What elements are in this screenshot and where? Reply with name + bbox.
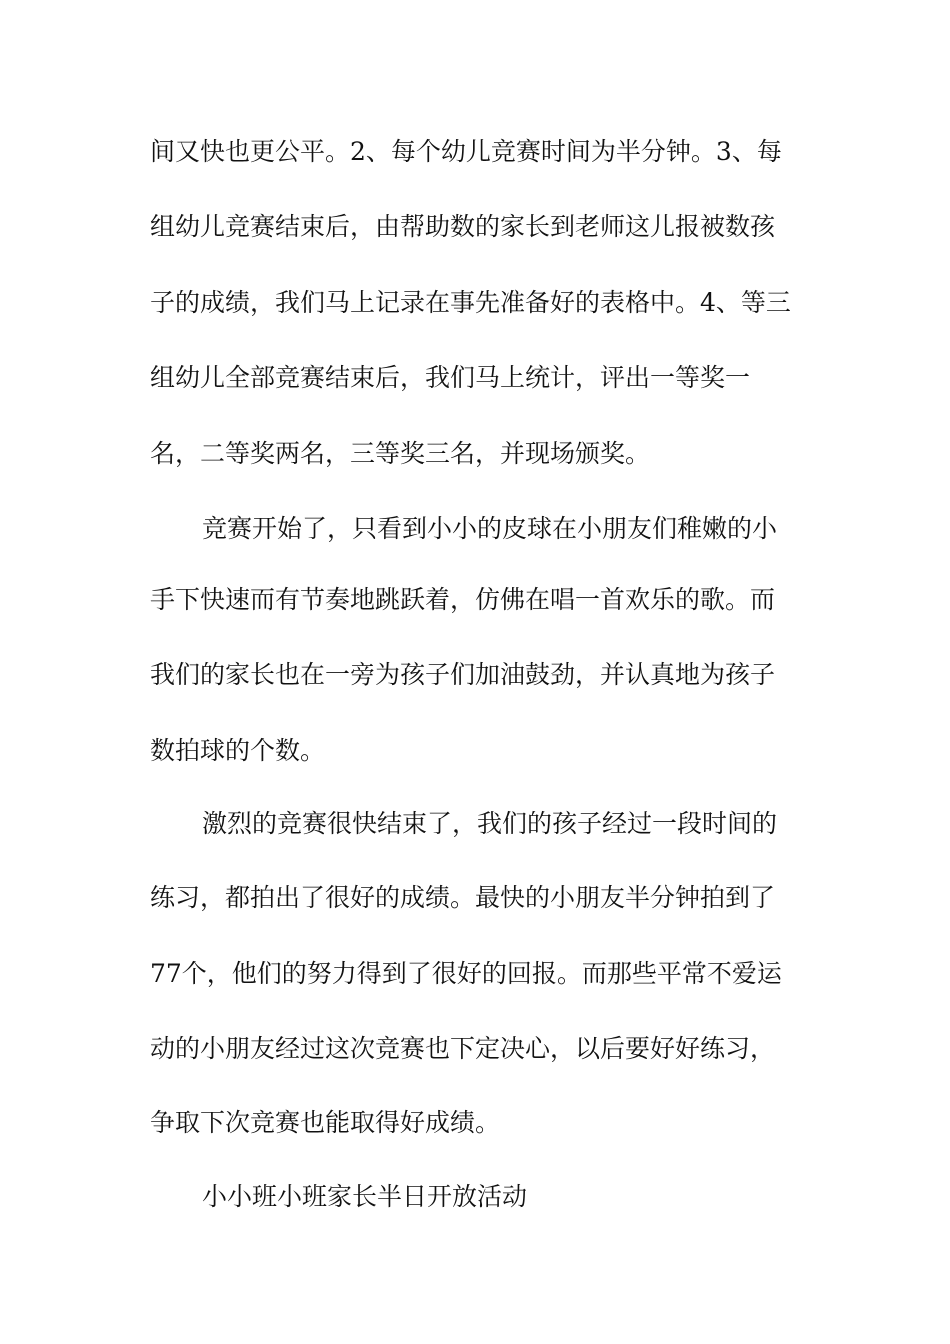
paragraph-line: 77个，他们的努力得到了很好的回报。而那些平常不爱运 xyxy=(150,959,782,988)
paragraph-line: 组幼儿全部竞赛结束后，我们马上统计，评出一等奖一 xyxy=(150,363,751,392)
paragraph-line: 练习，都拍出了很好的成绩。最快的小朋友半分钟拍到了 xyxy=(150,883,776,912)
paragraph-line: 名，二等奖两名，三等奖三名，并现场颁奖。 xyxy=(150,439,651,468)
paragraph-line: 我们的家长也在一旁为孩子们加油鼓劲，并认真地为孩子 xyxy=(150,660,776,689)
paragraph-line: 动的小朋友经过这次竞赛也下定决心，以后要好好练习， xyxy=(150,1034,776,1063)
section-heading: 小小班小班家长半日开放活动 xyxy=(202,1182,528,1211)
paragraph-line: 激烈的竞赛很快结束了，我们的孩子经过一段时间的 xyxy=(202,809,778,838)
paragraph-line: 争取下次竞赛也能取得好成绩。 xyxy=(150,1108,501,1137)
paragraph-line: 竞赛开始了，只看到小小的皮球在小朋友们稚嫩的小 xyxy=(202,514,778,543)
paragraph-line: 手下快速而有节奏地跳跃着，仿佛在唱一首欢乐的歌。而 xyxy=(150,585,776,614)
paragraph-line: 数拍球的个数。 xyxy=(150,736,326,765)
paragraph-line: 子的成绩，我们马上记录在事先准备好的表格中。4、等三 xyxy=(150,288,791,317)
paragraph-line: 间又快也更公平。2、每个幼儿竞赛时间为半分钟。3、每 xyxy=(150,137,782,166)
paragraph-line: 组幼儿竞赛结束后，由帮助数的家长到老师这儿报被数孩 xyxy=(150,212,776,241)
